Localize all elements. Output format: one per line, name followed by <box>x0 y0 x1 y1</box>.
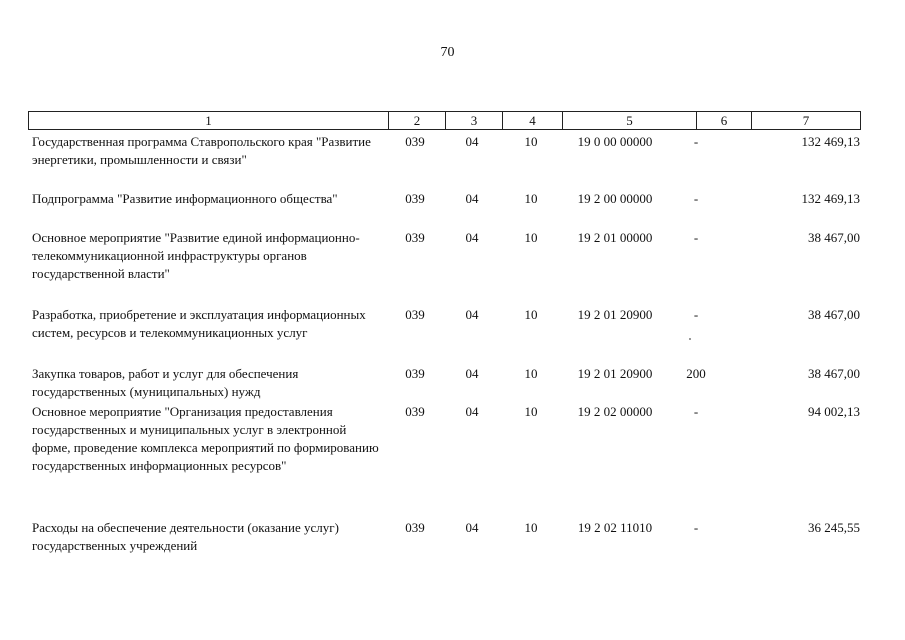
table-header <box>28 111 861 130</box>
col-5-value: 19 0 00 00000 <box>577 134 653 149</box>
col-5-value: 19 2 01 20900 <box>577 307 653 322</box>
amount-value: 94 002,13 <box>808 404 860 419</box>
col-4-value: 10 <box>524 366 538 381</box>
col-6-value: 200 <box>686 366 706 381</box>
col-3-value: 04 <box>465 230 479 245</box>
header-col-2: 2 <box>389 112 446 129</box>
amount-value: 132 469,13 <box>801 134 860 149</box>
col-2-value: 039 <box>405 366 425 381</box>
amount-value: 132 469,13 <box>801 191 860 206</box>
amount-value: 38 467,00 <box>808 366 860 381</box>
col-5-value: 19 2 01 00000 <box>577 230 653 245</box>
col-2-value: 039 <box>405 134 425 149</box>
col-6-value: - <box>693 230 699 245</box>
col-3-value: 04 <box>465 307 479 322</box>
col-3-value: 04 <box>465 191 479 206</box>
header-col-1: 1 <box>29 112 389 129</box>
amount-value: 36 245,55 <box>808 520 860 535</box>
col-4-value: 10 <box>524 134 538 149</box>
col-2-value: 039 <box>405 307 425 322</box>
header-col-7: 7 <box>752 112 861 129</box>
scan-speck <box>689 338 691 340</box>
col-3-value: 04 <box>465 366 479 381</box>
col-2-value: 039 <box>405 520 425 535</box>
row-name: Закупка товаров, работ и услуг для обеспечения государственных (муниципальных) нужд <box>32 366 299 399</box>
header-col-3: 3 <box>446 112 503 129</box>
row-name: Основное мероприятие "Развитие единой информационно-телекоммуникационной инфраструктуры органов государственной власти" <box>32 230 360 281</box>
col-2-value: 039 <box>405 404 425 419</box>
row-name: Государственная программа Ставропольского края "Развитие энергетики, промышленности и связи" <box>32 134 371 167</box>
row-name: Расходы на обеспечение деятельности (оказание услуг) государственных учреждений <box>32 520 339 553</box>
amount-value: 38 467,00 <box>808 230 860 245</box>
row-name: Подпрограмма "Развитие информационного общества" <box>32 191 338 206</box>
amount-value: 38 467,00 <box>808 307 860 322</box>
col-6-value: - <box>693 404 699 419</box>
col-2-value: 039 <box>405 230 425 245</box>
col-6-value: - <box>693 134 699 149</box>
col-4-value: 10 <box>524 520 538 535</box>
col-3-value: 04 <box>465 520 479 535</box>
row-name: Основное мероприятие "Организация предоставления государственных и муниципальных услуг в электронной форме, проведение комплекса мероприятий по формированию государственных информационных ресурсов" <box>32 404 379 473</box>
header-col-5: 5 <box>563 112 697 129</box>
col-6-value: - <box>693 191 699 206</box>
col-4-value: 10 <box>524 230 538 245</box>
col-5-value: 19 2 01 20900 <box>577 366 653 381</box>
col-5-value: 19 2 02 11010 <box>577 520 653 535</box>
header-col-6: 6 <box>697 112 752 129</box>
col-5-value: 19 2 00 00000 <box>577 191 653 206</box>
header-col-4: 4 <box>503 112 563 129</box>
col-2-value: 039 <box>405 191 425 206</box>
col-4-value: 10 <box>524 404 538 419</box>
col-4-value: 10 <box>524 191 538 206</box>
col-5-value: 19 2 02 00000 <box>577 404 653 419</box>
col-3-value: 04 <box>465 404 479 419</box>
col-6-value: - <box>693 520 699 535</box>
col-3-value: 04 <box>465 134 479 149</box>
col-4-value: 10 <box>524 307 538 322</box>
page-number: 70 <box>440 45 455 60</box>
row-name: Разработка, приобретение и эксплуатация информационных систем, ресурсов и телекоммуникационных услуг <box>32 307 366 340</box>
col-6-value: - <box>693 307 699 322</box>
